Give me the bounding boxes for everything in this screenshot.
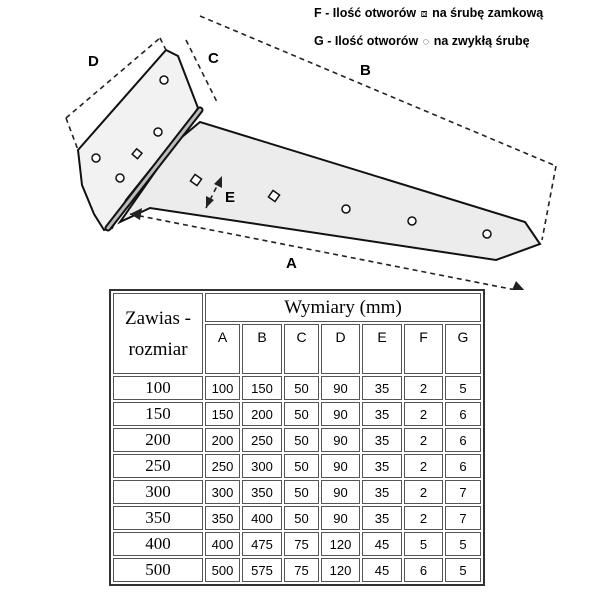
hinge-drawing — [78, 50, 540, 260]
dimension-label-a: A — [286, 255, 297, 272]
value-f: 6 — [404, 558, 443, 582]
table-row — [113, 532, 481, 556]
table-row — [113, 428, 481, 452]
column-header-a: A — [205, 324, 240, 374]
column-header-d: D — [321, 324, 360, 374]
dimensions-table — [109, 289, 485, 586]
value-e: 35 — [362, 454, 402, 478]
size-cell: 350 — [113, 506, 203, 530]
value-e: 35 — [362, 506, 402, 530]
value-e: 35 — [362, 376, 402, 400]
value-d: 90 — [321, 454, 360, 478]
legend-f-prefix: F - Ilość otworów — [314, 6, 417, 20]
value-f: 2 — [404, 454, 443, 478]
value-a: 150 — [205, 402, 240, 426]
value-a: 500 — [205, 558, 240, 582]
value-a: 350 — [205, 506, 240, 530]
size-cell: 250 — [113, 454, 203, 478]
value-f: 2 — [404, 376, 443, 400]
value-g: 7 — [445, 480, 481, 504]
size-cell: 400 — [113, 532, 203, 556]
value-g: 5 — [445, 376, 481, 400]
value-b: 350 — [242, 480, 282, 504]
value-c: 50 — [284, 506, 319, 530]
value-d: 120 — [321, 558, 360, 582]
value-f: 5 — [404, 532, 443, 556]
legend-g-prefix: G - Ilość otworów — [314, 34, 419, 48]
legend-f-suffix: na śrubę zamkową — [432, 6, 544, 20]
value-g: 5 — [445, 532, 481, 556]
size-cell: 300 — [113, 480, 203, 504]
value-e: 35 — [362, 428, 402, 452]
value-a: 100 — [205, 376, 240, 400]
value-f: 2 — [404, 506, 443, 530]
value-d: 120 — [321, 532, 360, 556]
value-d: 90 — [321, 376, 360, 400]
value-d: 90 — [321, 402, 360, 426]
column-header-c: C — [284, 324, 319, 374]
value-b: 200 — [242, 402, 282, 426]
value-b: 300 — [242, 454, 282, 478]
dimension-label-d: D — [88, 53, 99, 70]
column-header-g: G — [445, 324, 481, 374]
value-b: 575 — [242, 558, 282, 582]
table-row — [113, 454, 481, 478]
size-cell: 100 — [113, 376, 203, 400]
value-d: 90 — [321, 506, 360, 530]
size-column-header: Zawias - rozmiar — [113, 293, 203, 374]
size-cell: 200 — [113, 428, 203, 452]
value-c: 75 — [284, 532, 319, 556]
value-g: 6 — [445, 402, 481, 426]
dimension-label-e: E — [225, 189, 236, 206]
table-row — [113, 506, 481, 530]
table-row — [113, 402, 481, 426]
value-g: 6 — [445, 428, 481, 452]
value-c: 50 — [284, 376, 319, 400]
value-f: 2 — [404, 480, 443, 504]
table-row — [113, 376, 481, 400]
value-c: 50 — [284, 454, 319, 478]
value-d: 90 — [321, 480, 360, 504]
value-a: 300 — [205, 480, 240, 504]
value-a: 400 — [205, 532, 240, 556]
size-cell: 150 — [113, 402, 203, 426]
value-d: 90 — [321, 428, 360, 452]
value-g: 5 — [445, 558, 481, 582]
column-header-f: F — [404, 324, 443, 374]
value-b: 400 — [242, 506, 282, 530]
value-f: 2 — [404, 402, 443, 426]
value-e: 35 — [362, 480, 402, 504]
dimensions-group-header: Wymiary (mm) — [205, 293, 481, 322]
value-c: 50 — [284, 428, 319, 452]
hinge-diagram — [0, 0, 600, 290]
square-hole-icon: ⧈ — [420, 8, 428, 20]
table-row — [113, 480, 481, 504]
value-b: 250 — [242, 428, 282, 452]
value-b: 475 — [242, 532, 282, 556]
value-c: 50 — [284, 402, 319, 426]
value-f: 2 — [404, 428, 443, 452]
value-a: 250 — [205, 454, 240, 478]
value-g: 6 — [445, 454, 481, 478]
legend-g-suffix: na zwykłą śrubę — [433, 34, 530, 48]
dimension-label-b: B — [360, 62, 371, 79]
value-g: 7 — [445, 506, 481, 530]
value-e: 35 — [362, 402, 402, 426]
table-row — [113, 558, 481, 582]
value-e: 45 — [362, 558, 402, 582]
value-a: 200 — [205, 428, 240, 452]
column-header-e: E — [362, 324, 402, 374]
value-c: 75 — [284, 558, 319, 582]
column-header-b: B — [242, 324, 282, 374]
dimension-label-c: C — [208, 50, 219, 67]
value-e: 45 — [362, 532, 402, 556]
size-cell: 500 — [113, 558, 203, 582]
value-c: 50 — [284, 480, 319, 504]
value-b: 150 — [242, 376, 282, 400]
round-hole-icon: ◌ — [422, 36, 430, 48]
